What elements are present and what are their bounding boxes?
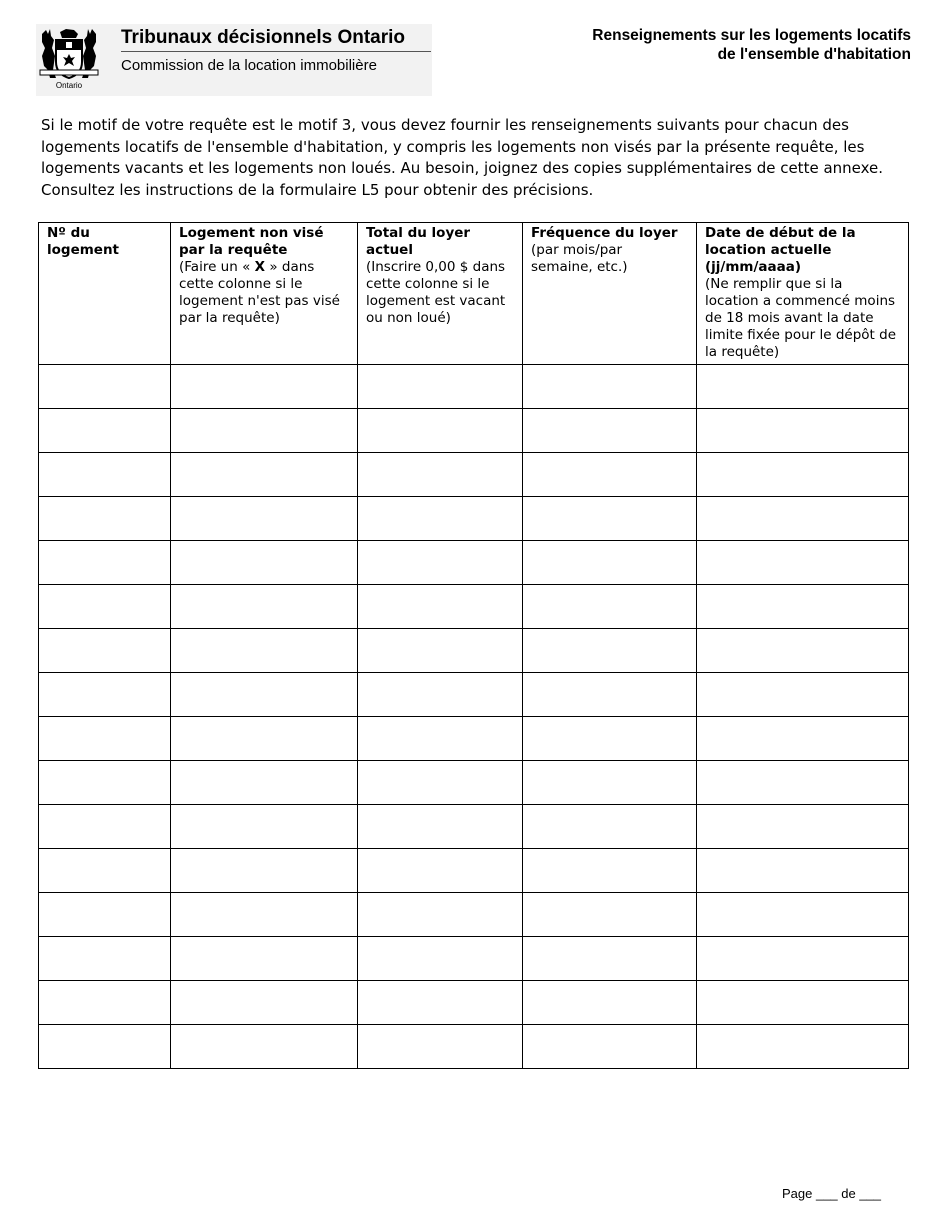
tenancy-start-date-cell[interactable] xyxy=(697,761,909,805)
tenancy-start-date-cell[interactable] xyxy=(697,629,909,673)
table-row xyxy=(39,673,909,717)
unit-not-covered-cell[interactable] xyxy=(171,585,358,629)
rent-frequency-cell[interactable] xyxy=(523,893,697,937)
unit-not-covered-cell[interactable] xyxy=(171,673,358,717)
table-row xyxy=(39,981,909,1025)
tenancy-start-date-cell[interactable] xyxy=(697,541,909,585)
unit-number-cell[interactable] xyxy=(39,673,171,717)
total-rent-cell[interactable] xyxy=(358,585,523,629)
rent-frequency-cell[interactable] xyxy=(523,805,697,849)
total-rent-cell[interactable] xyxy=(358,453,523,497)
total-rent-cell[interactable] xyxy=(358,497,523,541)
total-rent-cell[interactable] xyxy=(358,409,523,453)
table-row xyxy=(39,585,909,629)
form-title xyxy=(531,26,911,64)
unit-number-cell[interactable] xyxy=(39,981,171,1025)
unit-not-covered-cell[interactable] xyxy=(171,497,358,541)
table-row xyxy=(39,893,909,937)
total-rent-cell[interactable] xyxy=(358,365,523,409)
tenancy-start-date-cell[interactable] xyxy=(697,673,909,717)
table-row xyxy=(39,629,909,673)
unit-not-covered-cell[interactable] xyxy=(171,717,358,761)
table-row xyxy=(39,497,909,541)
tenancy-start-date-cell[interactable] xyxy=(697,409,909,453)
unit-not-covered-cell[interactable] xyxy=(171,629,358,673)
rent-frequency-cell[interactable] xyxy=(523,365,697,409)
unit-number-cell[interactable] xyxy=(39,761,171,805)
unit-number-cell[interactable] xyxy=(39,1025,171,1069)
header-divider xyxy=(121,51,431,52)
column-header-unit-number: Nº du logement xyxy=(39,223,171,365)
unit-number-cell[interactable] xyxy=(39,541,171,585)
total-rent-cell[interactable] xyxy=(358,937,523,981)
rent-frequency-cell[interactable] xyxy=(523,937,697,981)
rent-frequency-cell[interactable] xyxy=(523,629,697,673)
unit-not-covered-cell[interactable] xyxy=(171,453,358,497)
tenancy-start-date-cell[interactable] xyxy=(697,849,909,893)
rent-frequency-cell[interactable] xyxy=(523,541,697,585)
tenancy-start-date-cell[interactable] xyxy=(697,981,909,1025)
table-row xyxy=(39,937,909,981)
rent-frequency-cell[interactable] xyxy=(523,497,697,541)
tribunal-name: Tribunaux décisionnels Ontario xyxy=(121,27,405,48)
unit-not-covered-cell[interactable] xyxy=(171,541,358,585)
total-rent-cell[interactable] xyxy=(358,849,523,893)
table-row xyxy=(39,717,909,761)
rent-frequency-cell[interactable] xyxy=(523,761,697,805)
table-row xyxy=(39,541,909,585)
unit-number-cell[interactable] xyxy=(39,497,171,541)
table-row xyxy=(39,365,909,409)
tenancy-start-date-cell[interactable] xyxy=(697,1025,909,1069)
tenancy-start-date-cell[interactable] xyxy=(697,717,909,761)
unit-number-cell[interactable] xyxy=(39,805,171,849)
unit-number-cell[interactable] xyxy=(39,629,171,673)
total-rent-cell[interactable] xyxy=(358,893,523,937)
column-header-tenancy-start-date: Date de début de la location actuelle (jj/mm/aaaa) (Ne remplir que si la location a commencé moins de 18 mois avant la date limite fixée pour le dépôt de la requête) xyxy=(697,223,909,365)
crest-label: Ontario xyxy=(55,81,83,90)
total-rent-cell[interactable] xyxy=(358,981,523,1025)
rent-frequency-cell[interactable] xyxy=(523,717,697,761)
tenancy-start-date-cell[interactable] xyxy=(697,453,909,497)
unit-not-covered-cell[interactable] xyxy=(171,893,358,937)
column-header-unit-not-covered: Logement non visé par la requête (Faire un « X » dans cette colonne si le logement n'est pas visé par la requête) xyxy=(171,223,358,365)
table-row xyxy=(39,1025,909,1069)
rent-frequency-cell[interactable] xyxy=(523,453,697,497)
rent-frequency-cell[interactable] xyxy=(523,981,697,1025)
unit-not-covered-cell[interactable] xyxy=(171,981,358,1025)
tenancy-start-date-cell[interactable] xyxy=(697,937,909,981)
total-rent-cell[interactable] xyxy=(358,1025,523,1069)
unit-number-cell[interactable] xyxy=(39,849,171,893)
unit-number-cell[interactable] xyxy=(39,717,171,761)
rent-frequency-cell[interactable] xyxy=(523,1025,697,1069)
unit-number-cell[interactable] xyxy=(39,453,171,497)
total-rent-cell[interactable] xyxy=(358,629,523,673)
tenancy-start-date-cell[interactable] xyxy=(697,805,909,849)
total-rent-cell[interactable] xyxy=(358,761,523,805)
unit-not-covered-cell[interactable] xyxy=(171,849,358,893)
rent-frequency-cell[interactable] xyxy=(523,673,697,717)
intro-paragraph: Si le motif de votre requête est le motif 3, vous devez fournir les renseignements suivants pour chacun des logements locatifs de l'ensemble d'habitation, y compris les logements non visés par la présente requête, les logements vacants et les logements non loués. Au besoin, joignez des copies supplémentaires de cette annexe. Consultez les instructions de la formulaire L5 pour obtenir des précisions. xyxy=(41,116,884,199)
table-body xyxy=(39,365,909,1069)
unit-not-covered-cell[interactable] xyxy=(171,1025,358,1069)
table-row xyxy=(39,409,909,453)
unit-number-cell[interactable] xyxy=(39,409,171,453)
page-number: Page ___ de ___ xyxy=(782,1186,882,1201)
unit-number-cell[interactable] xyxy=(39,893,171,937)
unit-not-covered-cell[interactable] xyxy=(171,805,358,849)
table-row xyxy=(39,805,909,849)
rental-units-table xyxy=(38,222,909,1069)
unit-number-cell[interactable] xyxy=(39,365,171,409)
tenancy-start-date-cell[interactable] xyxy=(697,497,909,541)
unit-not-covered-cell[interactable] xyxy=(171,937,358,981)
total-rent-cell[interactable] xyxy=(358,673,523,717)
rent-frequency-cell[interactable] xyxy=(523,585,697,629)
table-header-row xyxy=(39,223,909,365)
table-row xyxy=(39,453,909,497)
tenancy-start-date-cell[interactable] xyxy=(697,365,909,409)
unit-not-covered-cell[interactable] xyxy=(171,761,358,805)
total-rent-cell[interactable] xyxy=(358,541,523,585)
form-title-line2: de l'ensemble d'habitation xyxy=(717,46,911,63)
rent-frequency-cell[interactable] xyxy=(523,409,697,453)
table-row xyxy=(39,761,909,805)
total-rent-cell[interactable] xyxy=(358,805,523,849)
rent-frequency-cell[interactable] xyxy=(523,849,697,893)
column-header-rent-frequency: Fréquence du loyer (par mois/par semaine, etc.) xyxy=(523,223,697,365)
unit-number-cell[interactable] xyxy=(39,585,171,629)
tenancy-start-date-cell[interactable] xyxy=(697,585,909,629)
unit-not-covered-cell[interactable] xyxy=(171,409,358,453)
tenancy-start-date-cell[interactable] xyxy=(697,893,909,937)
column-header-total-rent: Total du loyer actuel (Inscrire 0,00 $ dans cette colonne si le logement est vacant ou non loué) xyxy=(358,223,523,365)
unit-number-cell[interactable] xyxy=(39,937,171,981)
unit-not-covered-cell[interactable] xyxy=(171,365,358,409)
total-rent-cell[interactable] xyxy=(358,717,523,761)
board-name: Commission de la location immobilière xyxy=(121,57,377,74)
form-title-line1: Renseignements sur les logements locatifs xyxy=(592,27,911,44)
table-row xyxy=(39,849,909,893)
